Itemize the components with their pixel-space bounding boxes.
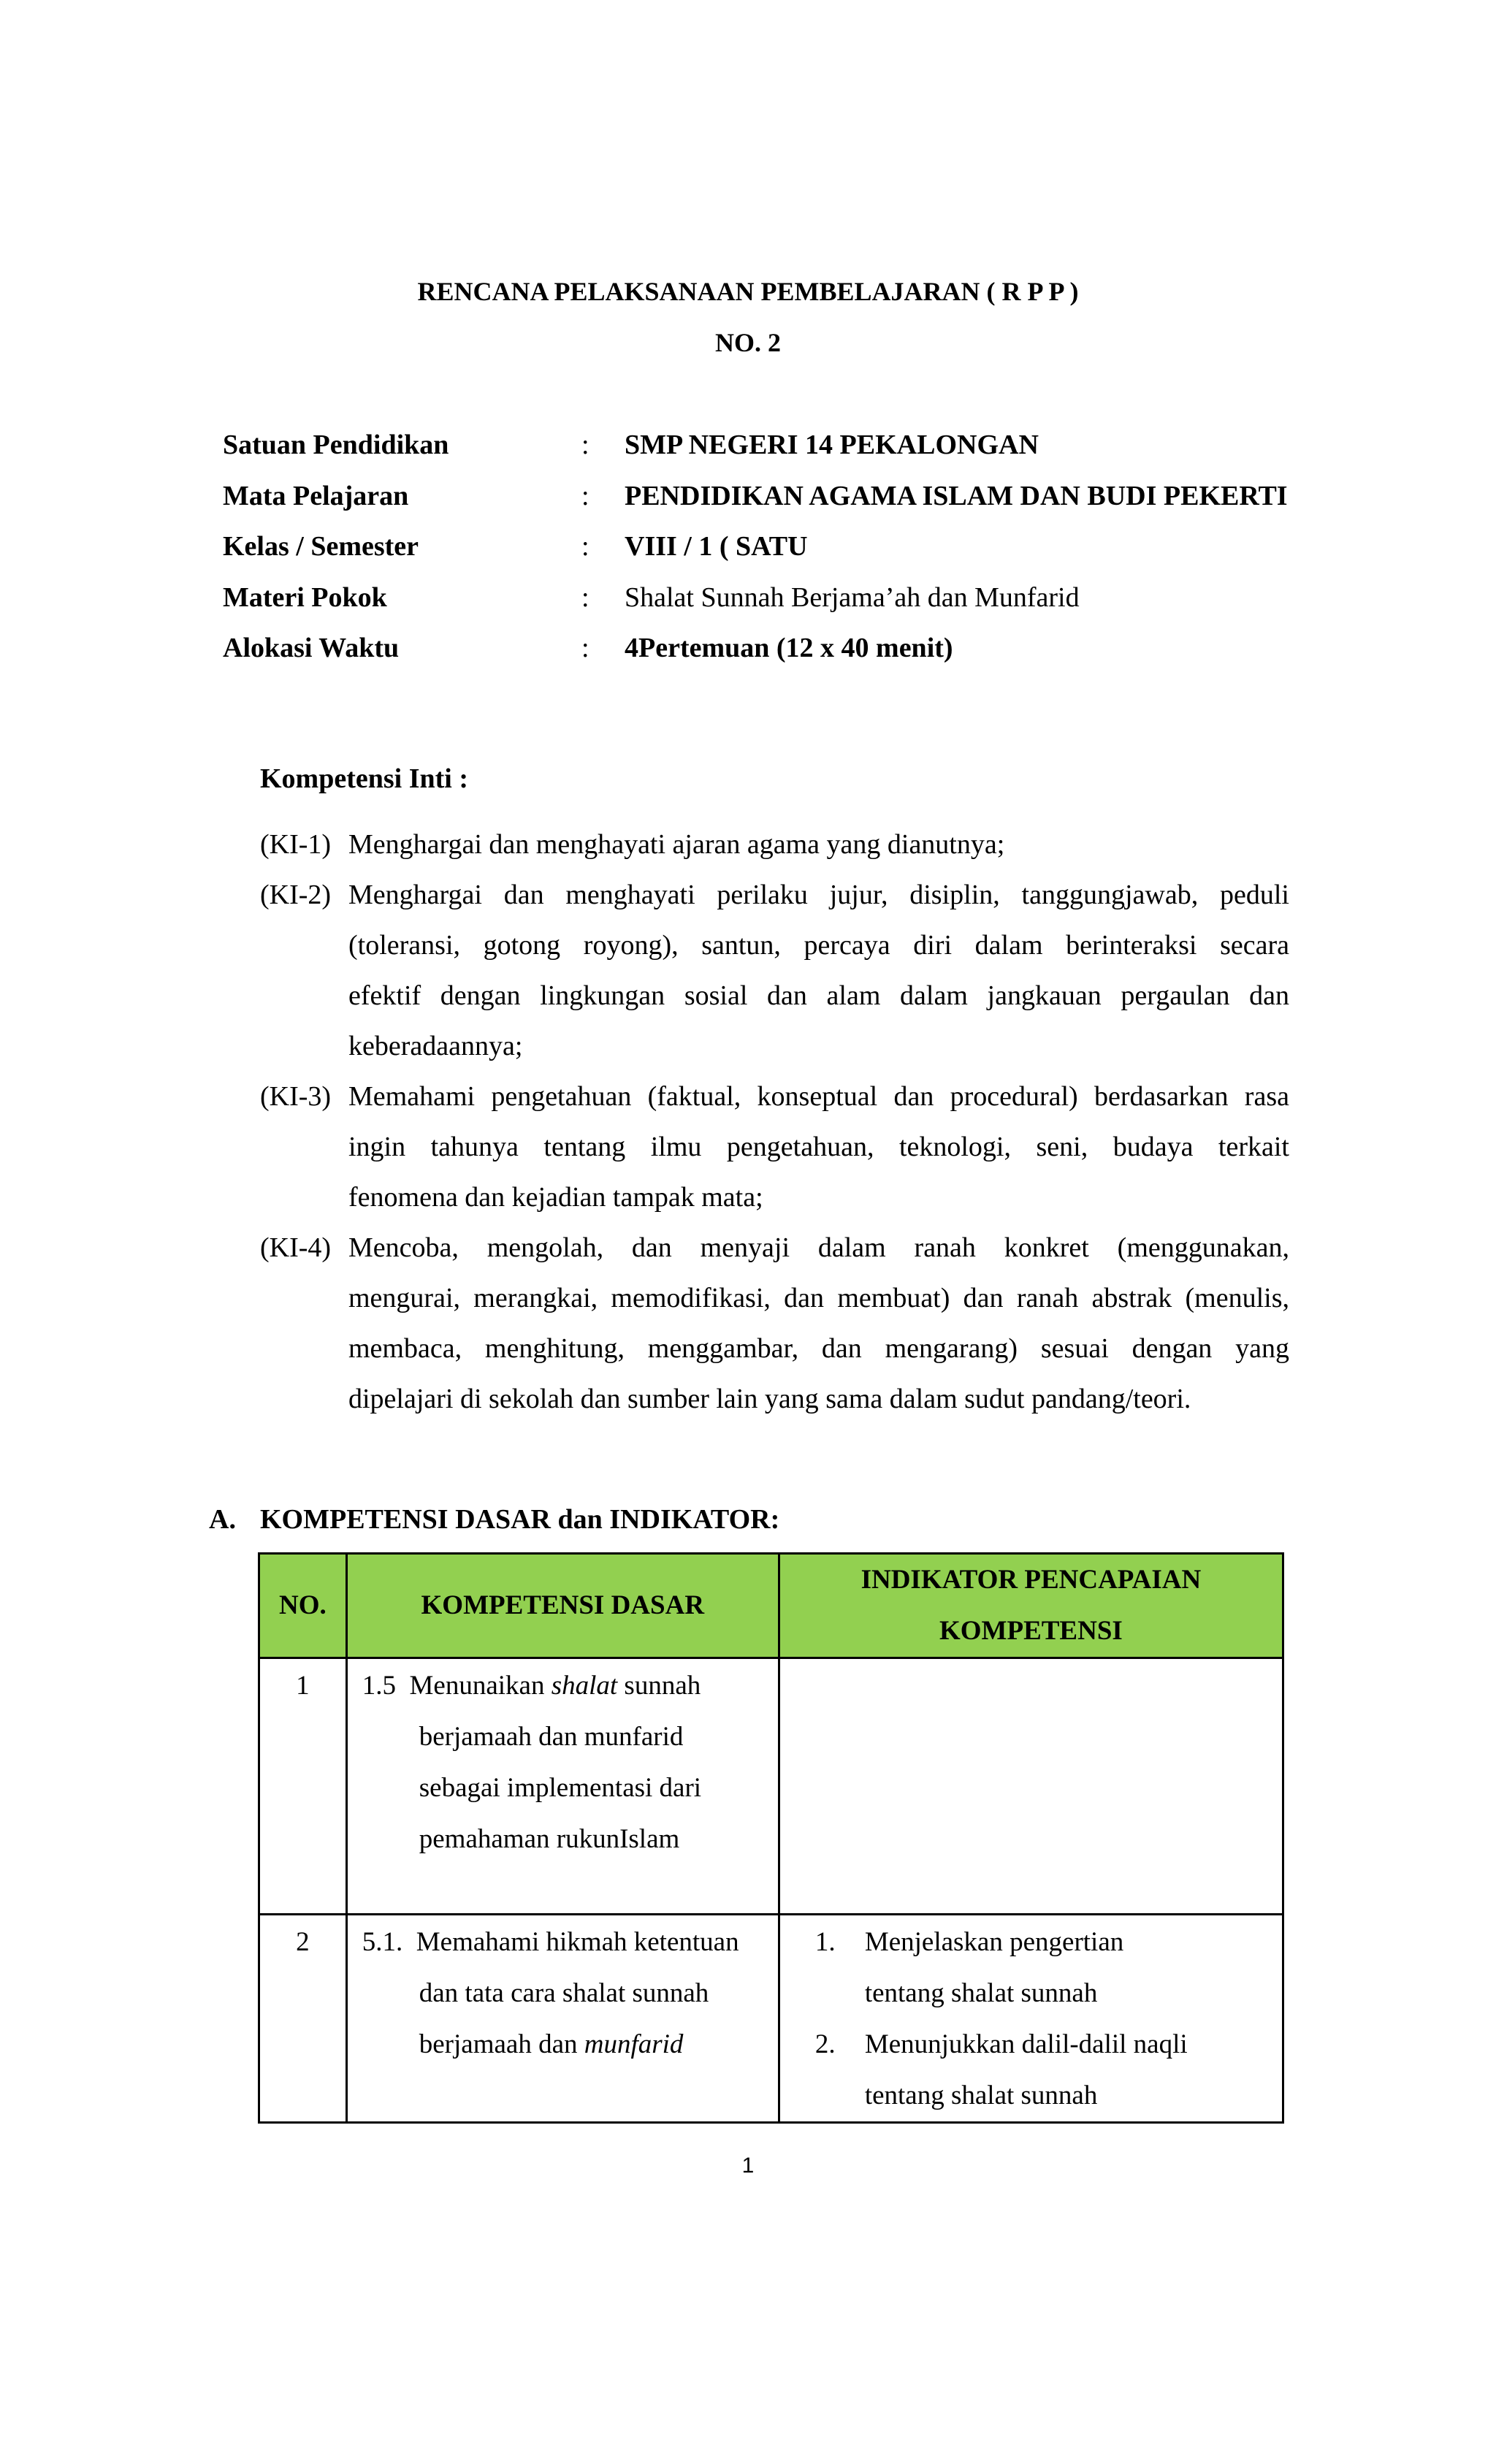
header-indikator-line2: KOMPETENSI <box>939 1616 1123 1646</box>
table-row <box>259 1915 1283 2123</box>
info-value-materi: Shalat Sunnah Berjama’ah dan Munfarid <box>625 582 1080 613</box>
kd-cell <box>346 1658 779 1915</box>
kd-text: berjamaah dan <box>419 2029 584 2059</box>
indicator-text: Menunjukkan dalil-dalil naqli <box>864 2029 1188 2059</box>
indicator-item <box>815 1917 1275 1968</box>
kd-line: pemahaman rukunIslam <box>419 1824 680 1854</box>
kompetensi-dasar-table <box>258 1552 1284 2124</box>
ki-2-line: (toleransi, gotong royong), santun, percaya diri dalam berinteraksi secara <box>348 930 1289 961</box>
header-indikator <box>779 1554 1283 1658</box>
info-label-alokasi: Alokasi Waktu <box>223 633 400 663</box>
ki-2-line: efektif dengan lingkungan sosial dan alam dalam jangkauan pergaulan dan <box>348 980 1289 1011</box>
ki-1-line: Menghargai dan menghayati ajaran agama yang dianutnya; <box>348 829 1005 860</box>
section-a-heading <box>209 1503 779 1536</box>
info-label-kelas: Kelas / Semester <box>223 531 419 562</box>
indicator-text: Menjelaskan pengertian <box>864 1927 1124 1957</box>
info-colon: : <box>581 531 589 562</box>
kd-italic-term: shalat <box>551 1671 618 1701</box>
section-letter: A. <box>209 1504 236 1535</box>
kd-text: Menunaikan <box>409 1671 552 1701</box>
kd-text: sunnah <box>617 1671 701 1701</box>
ki-2-line: Menghargai dan menghayati perilaku jujur, disiplin, tanggungjawab, peduli <box>348 880 1289 910</box>
kompetensi-inti-heading: Kompetensi Inti : <box>260 763 468 794</box>
info-label-mapel: Mata Pelajaran <box>223 481 409 511</box>
ki-1-tag: (KI-1) <box>260 829 332 860</box>
document-title: RENCANA PELAKSANAAN PEMBELAJARAN ( R P P ) <box>417 277 1079 306</box>
info-value-kelas: VIII / 1 ( SATU <box>625 531 808 562</box>
ki-4-line: mengurai, merangkai, memodifikasi, dan membuat) dan ranah abstrak (menulis, <box>348 1283 1289 1313</box>
kd-first-line <box>362 1917 768 1968</box>
ki-4-tag: (KI-4) <box>260 1232 332 1263</box>
kd-cell <box>346 1915 779 2123</box>
indicator-cell-empty <box>779 1658 1283 1915</box>
info-value-mapel: PENDIDIKAN AGAMA ISLAM DAN BUDI PEKERTI <box>625 481 1288 511</box>
ki-3-line: ingin tahunya tentang ilmu pengetahuan, teknologi, seni, budaya terkait <box>348 1132 1289 1162</box>
table-row <box>259 1658 1283 1915</box>
kd-code: 1.5 <box>362 1671 396 1701</box>
info-colon: : <box>581 481 589 511</box>
indicator-item <box>815 2019 1275 2070</box>
ki-4-line: dipelajari di sekolah dan sumber lain yang sama dalam sudut pandang/teori. <box>348 1384 1191 1414</box>
info-value-satuan: SMP NEGERI 14 PEKALONGAN <box>625 430 1039 460</box>
indicator-cell <box>779 1915 1283 2123</box>
header-no: NO. <box>259 1554 347 1658</box>
document-number: NO. 2 <box>715 328 781 357</box>
row-number: 1 <box>259 1658 347 1915</box>
header-indikator-line1: INDIKATOR PENCAPAIAN <box>860 1565 1202 1595</box>
kd-code: 5.1. <box>362 1927 403 1957</box>
indicator-text: tentang shalat sunnah <box>864 1978 1098 2008</box>
ki-3-tag: (KI-3) <box>260 1081 332 1112</box>
kd-italic-term: munfarid <box>584 2029 684 2059</box>
info-label-materi: Materi Pokok <box>223 582 387 613</box>
kd-line: sebagai implementasi dari <box>419 1773 702 1803</box>
indicator-number: 2. <box>814 2029 836 2059</box>
kd-line: dan tata cara shalat sunnah <box>419 1978 709 2008</box>
info-colon: : <box>581 633 589 663</box>
info-value-alokasi: 4Pertemuan (12 x 40 menit) <box>625 633 953 663</box>
info-colon: : <box>581 430 589 460</box>
kd-line: berjamaah dan munfarid <box>419 1722 684 1752</box>
table-header-row <box>259 1554 1283 1658</box>
ki-2-line: keberadaannya; <box>348 1031 523 1061</box>
indicator-number: 1. <box>814 1927 836 1957</box>
section-title: KOMPETENSI DASAR dan INDIKATOR: <box>260 1504 780 1535</box>
kd-line <box>362 2019 768 2070</box>
header-kompetensi-dasar: KOMPETENSI DASAR <box>346 1554 779 1658</box>
ki-4-line: membaca, menghitung, menggambar, dan mengarang) sesuai dengan yang <box>348 1333 1289 1364</box>
indicator-text: tentang shalat sunnah <box>864 2080 1098 2110</box>
ki-3-line: fenomena dan kejadian tampak mata; <box>348 1182 763 1213</box>
info-label-satuan: Satuan Pendidikan <box>223 430 449 460</box>
row-number: 2 <box>259 1915 347 2123</box>
ki-3-line: Memahami pengetahuan (faktual, konseptual dan procedural) berdasarkan rasa <box>348 1081 1289 1112</box>
ki-4-line: Mencoba, mengolah, dan menyaji dalam ranah konkret (menggunakan, <box>348 1232 1289 1263</box>
info-colon: : <box>581 582 589 613</box>
ki-2-tag: (KI-2) <box>260 880 332 910</box>
page-number: 1 <box>741 2154 755 2178</box>
kd-first-line <box>362 1660 768 1712</box>
kd-text: Memahami hikmah ketentuan <box>416 1927 739 1957</box>
